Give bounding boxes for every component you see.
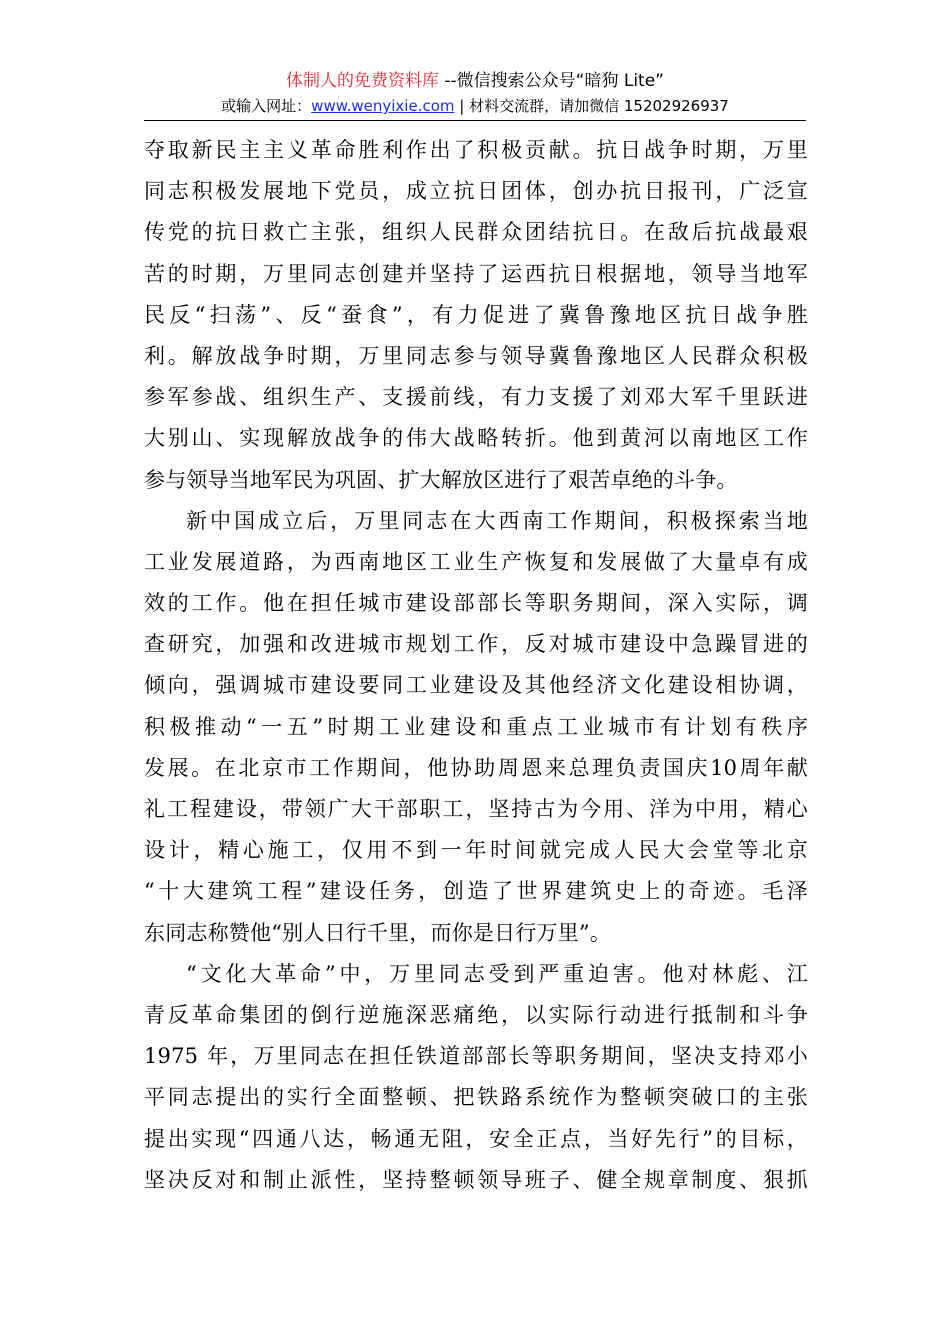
text-line: 礼工程建设，带领广大干部职工，坚持古为今用、洋为中用，精心	[144, 797, 808, 821]
text-line: 工业发展道路，为西南地区工业生产恢复和发展做了大量卓有成	[144, 549, 808, 574]
paragraph-start-line: “文化大革命”中，万里同志受到严重迫害。他对林彪、江	[186, 961, 808, 986]
text-line: 大别山、实现解放战争的伟大战略转折。他到黄河以南地区工作	[144, 426, 808, 451]
text-line: 倾向，强调城市建设要同工业建设及其他经济文化建设相协调，	[144, 673, 808, 698]
text-line: 利。解放战争时期，万里同志参与领导冀鲁豫地区人民群众积极	[144, 343, 808, 368]
header-url-prefix: 或输入网址：	[221, 97, 312, 115]
header-divider	[144, 120, 806, 121]
text-line: 坚决反对和制止派性，坚持整顿领导班子、健全规章制度、狠抓	[144, 1167, 808, 1192]
header-url-link[interactable]: www.wenyixie.com	[311, 97, 455, 115]
text-line: 传党的抗日救亡主张，组织人民群众团结抗日。在敌后抗战最艰	[144, 220, 808, 245]
text-line: 同志积极发展地下党员，成立抗日团体，创办抗日报刊，广泛宣	[144, 179, 808, 204]
text-line: 设计，精心施工，仅用不到一年时间就完成人民大会堂等北京	[144, 838, 808, 863]
document-body	[144, 130, 808, 1201]
text-line: 平同志提出的实行全面整顿、把铁路系统作为整顿突破口的主张	[144, 1085, 808, 1110]
header-brand: 体制人的免费资料库	[285, 71, 439, 91]
text-line: 东同志称赞他“别人日行千里，而你是日行万里”。	[144, 920, 612, 945]
text-line: 提出实现“四通八达，畅通无阻，安全正点，当好先行”的目标，	[144, 1126, 808, 1151]
text-line: 1975 年，万里同志在担任铁道部部长等职务期间，坚决支持邓小	[144, 1044, 808, 1069]
text-line: 参军参战、组织生产、支援前线，有力支援了刘邓大军千里跃进	[144, 385, 808, 410]
text-line: 民反“扫荡”、反“蚕食”，有力促进了冀鲁豫地区抗日战争胜	[144, 302, 808, 327]
page-header	[144, 68, 806, 121]
text-line: 青反革命集团的倒行逆施深恶痛绝，以实际行动进行抵制和斗争	[144, 1002, 808, 1027]
header-line-1	[144, 68, 806, 94]
text-line: 苦的时期，万里同志创建并坚持了运西抗日根据地，领导当地军	[144, 261, 808, 286]
text-line: 发展。在北京市工作期间，他协助周恩来总理负责国庆10周年献	[144, 755, 808, 780]
header-line-2	[144, 94, 806, 118]
text-line: 查研究，加强和改进城市规划工作，反对城市建设中急躁冒进的	[144, 632, 808, 657]
text-line: 参与领导当地军民为巩固、扩大解放区进行了艰苦卓绝的斗争。	[144, 467, 738, 492]
paragraph-start-line: 新中国成立后，万里同志在大西南工作期间，积极探索当地	[186, 508, 808, 533]
text-line: 夺取新民主主义革命胜利作出了积极贡献。抗日战争时期，万里	[144, 138, 808, 162]
text-line: “十大建筑工程”建设任务，创造了世界建筑史上的奇迹。毛泽	[144, 879, 808, 904]
text-line: 效的工作。他在担任城市建设部部长等职务期间，深入实际，调	[144, 591, 808, 616]
header-contact: | 材料交流群，请加微信 15202926937	[454, 97, 729, 115]
text-line: 积极推动“一五”时期工业建设和重点工业城市有计划有秩序	[144, 714, 808, 739]
header-tagline: --微信搜索公众号“暗狗 Lite”	[438, 71, 664, 91]
